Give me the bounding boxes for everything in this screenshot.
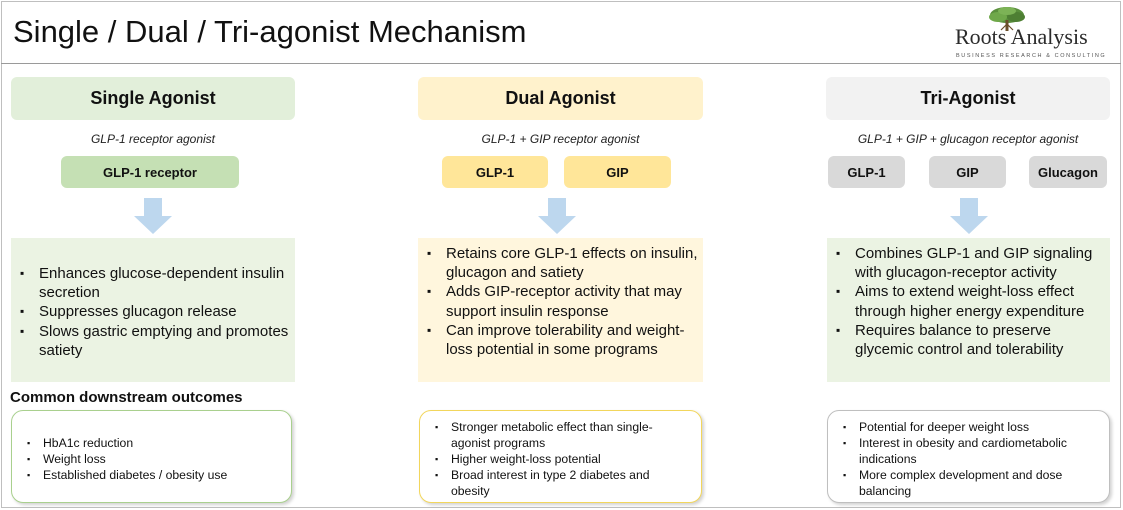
- gip-pill: GIP: [564, 156, 671, 188]
- outcome-item: ▪ Higher weight-loss potential: [420, 451, 687, 467]
- tri-agonist-subtitle: GLP-1 + GIP + glucagon receptor agonist: [857, 132, 1079, 146]
- single-agonist-outcomes: [11, 410, 292, 503]
- dual-agonist-subtitle: GLP-1 + GIP receptor agonist: [481, 132, 640, 146]
- down-arrow-icon: [538, 198, 576, 234]
- effect-item: ▪ Aims to extend weight-loss effect through higher energy expenditure: [827, 282, 1110, 320]
- logo-brand-text: Roots Analysis: [955, 24, 1088, 49]
- glp1-receptor-pill: GLP-1 receptor: [61, 156, 239, 188]
- effect-item: ▪ Combines GLP-1 and GIP signaling with glucagon-receptor activity: [827, 244, 1110, 282]
- effect-item: ▪ Enhances glucose-dependent insulin secretion: [11, 264, 295, 302]
- effect-item: ▪ Slows gastric emptying and promotes satiety: [11, 322, 295, 360]
- glucagon-pill: Glucagon: [1029, 156, 1107, 188]
- effect-item: ▪ Adds GIP-receptor activity that may support insulin response: [418, 282, 703, 320]
- glp1-pill: GLP-1: [442, 156, 548, 188]
- title-divider: [1, 63, 1121, 64]
- company-logo: [952, 6, 1117, 60]
- single-agonist-effects: [11, 238, 295, 382]
- dual-agonist-outcomes: [419, 410, 702, 503]
- tri-agonist-outcomes: [827, 410, 1110, 503]
- effect-item: ▪ Retains core GLP-1 effects on insulin, glucagon and satiety: [418, 244, 703, 282]
- page-title: Single / Dual / Tri-agonist Mechanism: [13, 14, 527, 49]
- gip-pill: GIP: [929, 156, 1006, 188]
- outcome-item: ▪ More complex development and dose balancing: [828, 467, 1095, 499]
- outcome-item: ▪ Broad interest in type 2 diabetes and obesity: [420, 467, 687, 499]
- single-agonist-subtitle: GLP-1 receptor agonist: [90, 132, 216, 146]
- single-agonist-header: Single Agonist: [11, 77, 295, 120]
- outcome-item: ▪ Established diabetes / obesity use: [12, 467, 291, 483]
- effect-item: ▪ Suppresses glucagon release: [11, 302, 295, 321]
- dual-agonist-header: Dual Agonist: [418, 77, 703, 120]
- tri-agonist-header: Tri-Agonist: [826, 77, 1110, 120]
- down-arrow-icon: [950, 198, 988, 234]
- outcome-item: ▪ Potential for deeper weight loss: [828, 419, 1095, 435]
- effect-item: ▪ Can improve tolerability and weight-loss potential in some programs: [418, 321, 703, 359]
- outcome-item: ▪ Weight loss: [12, 451, 291, 467]
- glp1-pill: GLP-1: [828, 156, 905, 188]
- dual-agonist-effects: [418, 238, 703, 382]
- common-outcomes-label: Common downstream outcomes: [10, 389, 243, 406]
- tri-agonist-effects: [827, 238, 1110, 382]
- logo-tagline: BUSINESS RESEARCH & CONSULTING: [956, 53, 1107, 59]
- outcome-item: ▪ Stronger metabolic effect than single-agonist programs: [420, 419, 687, 451]
- effect-item: ▪ Requires balance to preserve glycemic control and tolerability: [827, 321, 1110, 359]
- outcome-item: ▪ Interest in obesity and cardiometabolic indications: [828, 435, 1095, 467]
- outcome-item: ▪ HbA1c reduction: [12, 435, 291, 451]
- down-arrow-icon: [134, 198, 172, 234]
